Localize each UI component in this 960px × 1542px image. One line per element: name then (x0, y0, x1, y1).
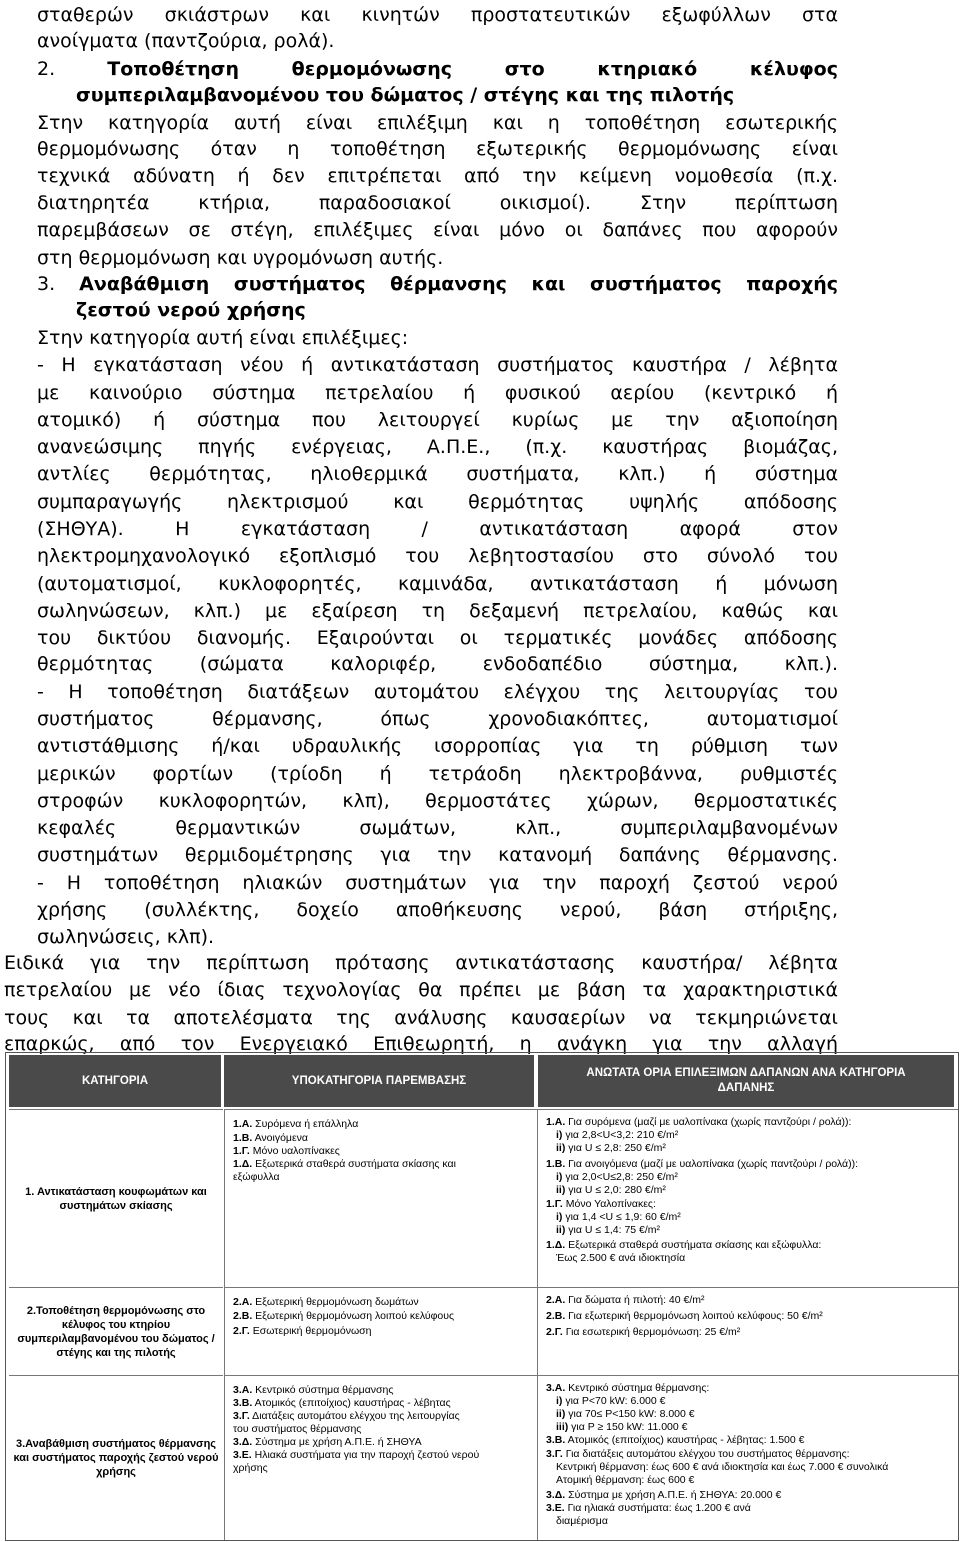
limits-cell (537, 1375, 958, 1540)
text-line: παρεμβάσεων σε στέγη, επιλέξιμες είναι μόνο οι δαπάνες που αφορούν (37, 219, 838, 241)
text-line: επαρκώς, από τον Ενεργειακό Επιθεωρητή, η ανάγκη για την αλλαγή (4, 1033, 838, 1055)
subcategory-item: 3.Β. Ατομικός (επιτοίχιος) καυστήρας - λέβητας (233, 1397, 451, 1409)
limit-item: ii) για 70≤ P<150 kW: 8.000 € (556, 1408, 695, 1420)
limit-item: i) για 1,4 <U ≤ 1,9: 60 €/m² (556, 1211, 681, 1223)
limit-item: ii) για U ≤ 2,0: 280 €/m² (556, 1184, 666, 1196)
text-line: 3. Αναβάθμιση συστήματος θέρμανσης και συστήματος παροχής (37, 273, 838, 295)
text-line: τεχνικά αδύνατη ή δεν επιτρέπεται από την κείμενη νομοθεσία (π.χ. (37, 165, 838, 187)
subcategory-item: 1.Γ. Μόνο υαλοπίνακες (233, 1145, 340, 1157)
text-line: με καινούριο σύστημα πετρελαίου ή φυσικού αερίου (κεντρικό ή (37, 382, 838, 404)
limit-item: 3.Α. Κεντρικό σύστημα θέρμανσης: (546, 1382, 710, 1394)
text-line: θερμότητας (σώματα καλοριφέρ, ενδοδαπέδιο σύστημα, κλπ.). (37, 653, 838, 675)
text-line: ανανεώσιμης πηγής ενέργειας, Α.Π.Ε., (π.χ. καυστήρας βιομάζας, (37, 436, 838, 458)
limit-item: 2.Α. Για δώματα ή πιλοτή: 40 €/m² (546, 1294, 705, 1306)
limit-item: 2.Β. Για εξωτερική θερμομόνωση λοιπού κελύφους: 50 €/m² (546, 1310, 823, 1322)
subcategory-item: εξώφυλλα (233, 1171, 280, 1183)
text-line: συμπεριλαμβανομένου του δώματος / στέγης και της πιλοτής (76, 84, 735, 106)
subcategory-item: 3.Γ. Διατάξεις αυτομάτου ελέγχου της λειτουργίας (233, 1410, 460, 1422)
subcategory-item: του συστήματος θέρμανσης (233, 1423, 362, 1435)
text-line: Στην κατηγορία αυτή είναι επιλέξιμη και η τοποθέτηση εσωτερικής (37, 112, 838, 134)
limit-item: 3.Ε. Για ηλιακά συστήματα: έως 1.200 € ανά (546, 1502, 751, 1514)
text-line: χρήσης (συλλέκτης, δοχείο αποθήκευσης νερού, βάση στήριξης, (37, 899, 838, 921)
limit-item: i) για P<70 kW: 6.000 € (556, 1395, 666, 1407)
text-line: σωληνώσεις, κλπ). (37, 926, 215, 948)
limit-item: Κεντρική θέρμανση: έως 600 € ανά ιδιοκτησία και έως 7.000 € συνολικά (556, 1461, 889, 1473)
table-header (6, 1053, 958, 1109)
limit-item: 1.Δ. Εξωτερικά σταθερά συστήματα σκίασης και εξώφυλλα: (546, 1239, 822, 1251)
text-line: αντιστάθμισης ή/και υδραυλικής ισορροπίας για τη ρύθμιση των (37, 735, 838, 757)
limits-cell (537, 1287, 958, 1376)
text-line: αντλίες θερμότητας, ηλιοθερμικά συστήματα, κλπ.) ή σύστημα (37, 463, 838, 485)
text-line: ηλεκτρομηχανολογικό εξοπλισμό του λεβητοστασίου στο σύνολό του (37, 545, 838, 567)
limit-item: 1.Α. Για συρόμενα (μαζί με υαλοπίνακα (χωρίς παντζούρι / ρολά)): (546, 1116, 852, 1128)
text-line: συστημάτων θερμιδομέτρησης για την κατανομή δαπάνης θέρμανσης. (37, 844, 838, 866)
text-line: κεφαλές θερμαντικών σωμάτων, κλπ., συμπεριλαμβανομένων (37, 817, 838, 839)
subcategory-item: 2.Β. Εξωτερική θερμομόνωση λοιπού κελύφους (233, 1310, 455, 1322)
text-line: (ΣΗΘΥΑ). Η εγκατάσταση / αντικατάσταση αφορά στον (37, 518, 838, 540)
limit-item: i) για 2,0<U≤2,8: 250 €/m² (556, 1171, 678, 1183)
limit-item: διαμέρισμα (556, 1515, 608, 1527)
text-line: στροφών κυκλοφορητών, κλπ), θερμοστάτες χώρων, θερμοστατικές (37, 790, 838, 812)
limit-item: ii) για U ≤ 2,8: 250 €/m² (556, 1142, 666, 1154)
header-subcategory: ΥΠΟΚΑΤΗΓΟΡΙΑ ΠΑΡΕΜΒΑΣΗΣ (224, 1055, 534, 1107)
text-line: - Η τοποθέτηση διατάξεων αυτομάτου ελέγχου της λειτουργίας του (37, 681, 838, 703)
text-line: Ειδικά για την περίπτωση πρότασης αντικατάστασης καυστήρα/ λέβητα (4, 952, 838, 974)
limit-item: 3.Δ. Σύστημα με χρήση Α.Π.Ε. ή ΣΗΘΥΑ: 20.000 € (546, 1489, 782, 1501)
subcategory-item: 1.Α. Συρόμενα ή επάλληλα (233, 1118, 359, 1130)
text-line: του δικτύου διανομής. Εξαιρούνται οι τερματικές μονάδες απόδοσης (37, 627, 838, 649)
subcategory-cell (224, 1287, 538, 1376)
text-line: συμπαραγωγής ηλεκτρισμού και θερμότητας υψηλής απόδοσης (37, 491, 838, 513)
limits-cell (537, 1109, 958, 1288)
category-cell: 1. Αντικατάσταση κουφωμάτων και συστημάτων σκίασης (9, 1109, 223, 1288)
limit-item: ii) για U ≤ 1,4: 75 €/m² (556, 1224, 661, 1236)
text-line: σωληνώσεων, κλπ.) με εξαίρεση τη δεξαμενή πετρελαίου, καθώς και (37, 600, 838, 622)
subcategory-cell (224, 1109, 538, 1288)
text-line: θερμομόνωσης όταν η τοποθέτηση εξωτερικής θερμομόνωσης είναι (37, 138, 838, 160)
limit-item: Ατομική θέρμανση: έως 600 € (556, 1474, 695, 1486)
limit-item: iii) για P ≥ 150 kW: 11.000 € (556, 1421, 688, 1433)
subcategory-cell (224, 1375, 538, 1540)
text-line: ανοίγματα (παντζούρια, ρολά). (37, 30, 335, 52)
subcategory-item: 2.Α. Εξωτερική θερμομόνωση δωμάτων (233, 1296, 419, 1308)
text-line: στη θερμομόνωση και υγρομόνωση αυτής. (37, 247, 444, 269)
limit-item: Έως 2.500 € ανά ιδιοκτησία (556, 1252, 686, 1264)
text-line: (αυτοματισμοί, κυκλοφορητές, καμινάδα, αντικατάσταση ή μόνωση (37, 573, 838, 595)
subcategory-item: 3.Ε. Ηλιακά συστήματα για την παροχή ζεστού νερού (233, 1449, 480, 1461)
header-limits: ΑΝΩΤΑΤΑ ΟΡΙΑ ΕΠΙΛΕΞΙΜΩΝ ΔΑΠΑΝΩΝ ΑΝΑ ΚΑΤΗΓΟΡΙΑ ΔΑΠΑΝΗΣ (538, 1055, 954, 1107)
text-line: μερικών φορτίων (τρίοδη ή τετράοδη ηλεκτροβάννα, ρυθμιστές (37, 763, 838, 785)
text-line: - Η εγκατάσταση νέου ή αντικατάσταση συστήματος καυστήρα / λέβητα (37, 354, 838, 376)
text-line: - Η τοποθέτηση ηλιακών συστημάτων για την παροχή ζεστού νερού (37, 872, 838, 894)
category-cell: 2.Τοποθέτηση θερμομόνωσης στο κέλυφος του κτηρίου συμπεριλαμβανομένου του δώματος / στέγης και της πιλοτής (9, 1287, 223, 1376)
text-line: διατηρητέα κτήρια, παραδοσιακοί οικισμοί). Στην περίπτωση (37, 192, 838, 214)
category-cell: 3.Αναβάθμιση συστήματος θέρμανσης και συστήματος παροχής ζεστού νερού χρήσης (9, 1375, 223, 1540)
text-line: τους και τα αποτελέσματα της ανάλυσης καυσαερίων να τεκμηριώνεται (4, 1007, 838, 1029)
subcategory-item: 2.Γ. Εσωτερική θερμομόνωση (233, 1325, 372, 1337)
subcategory-item: 1.Δ. Εξωτερικά σταθερά συστήματα σκίασης και (233, 1158, 456, 1170)
subcategory-item: χρήσης (233, 1462, 268, 1474)
subcategory-item: 3.Α. Κεντρικό σύστημα θέρμανσης (233, 1384, 394, 1396)
subcategory-item: 3.Δ. Σύστημα με χρήση Α.Π.Ε. ή ΣΗΘΥΑ (233, 1436, 422, 1448)
limit-item: 1.Γ. Μόνο Υαλοπίνακες: (546, 1198, 656, 1210)
limit-item: 1.Β. Για ανοιγόμενα (μαζί με υαλοπίνακα (χωρίς παντζούρι / ρολά)): (546, 1158, 859, 1170)
header-category: ΚΑΤΗΓΟΡΙΑ (9, 1055, 221, 1107)
text-line: 2. Τοποθέτηση θερμομόνωσης στο κτηριακό κέλυφος (37, 58, 838, 80)
text-line: σταθερών σκιάστρων και κινητών προστατευτικών εξωφύλλων στα (37, 4, 838, 26)
limit-item: 2.Γ. Για εσωτερική θερμομόνωση: 25 €/m² (546, 1326, 741, 1338)
text-line: πετρελαίου με νέο ίδιας τεχνολογίας θα πρέπει με βάση τα χαρακτηριστικά (4, 979, 838, 1001)
limit-item: 3.Β. Ατομικός (επιτοίχιος) καυστήρας - λέβητας: 1.500 € (546, 1434, 805, 1446)
text-line: ζεστού νερού χρήσης (76, 299, 306, 321)
limit-item: i) για 2,8<U<3,2: 210 €/m² (556, 1129, 679, 1141)
cost-limits-table (5, 1052, 959, 1541)
text-line: ατομικό) ή σύστημα που λειτουργεί κυρίως με την αξιοποίηση (37, 409, 838, 431)
subcategory-item: 1.Β. Ανοιγόμενα (233, 1132, 308, 1144)
text-line: συστήματος θέρμανσης, όπως χρονοδιακόπτες, αυτοματισμοί (37, 708, 838, 730)
text-line: Στην κατηγορία αυτή είναι επιλέξιμες: (37, 327, 409, 349)
limit-item: 3.Γ. Για διατάξεις αυτομάτου ελέγχου του συστήματος θέρμανσης: (546, 1448, 850, 1460)
